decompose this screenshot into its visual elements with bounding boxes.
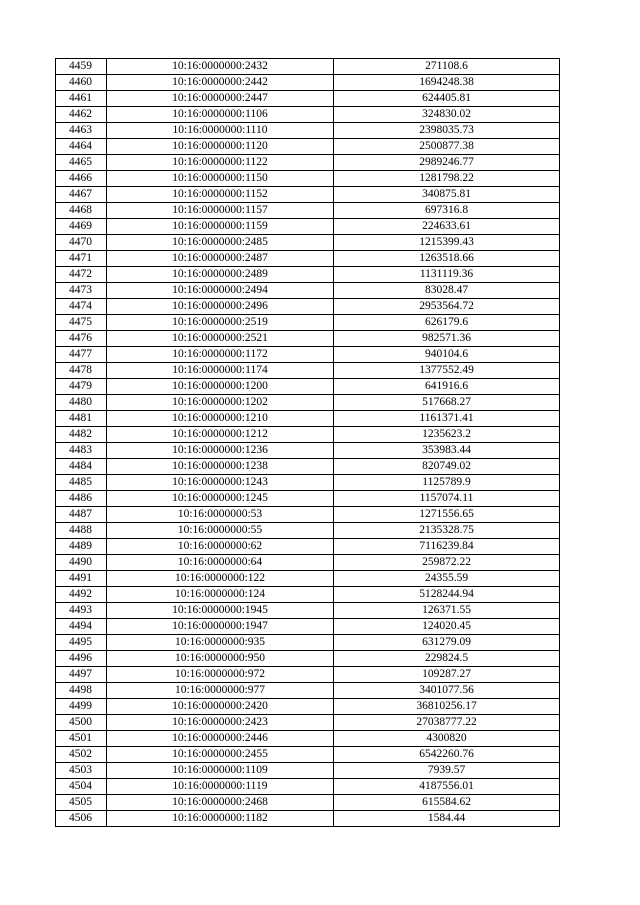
cadastral-number-cell: 10:16:0000000:2468: [107, 795, 334, 811]
row-number-cell: 4491: [56, 571, 107, 587]
cadastral-number-cell: 10:16:0000000:62: [107, 539, 334, 555]
value-cell: 631279.09: [334, 635, 560, 651]
table-row: [56, 747, 560, 763]
cadastral-number-cell: 10:16:0000000:55: [107, 523, 334, 539]
value-cell: 4187556.01: [334, 779, 560, 795]
cadastral-number-cell: 10:16:0000000:2487: [107, 251, 334, 267]
cadastral-number-cell: 10:16:0000000:2432: [107, 59, 334, 75]
value-cell: 1131119.36: [334, 267, 560, 283]
value-cell: 271108.6: [334, 59, 560, 75]
value-cell: 259872.22: [334, 555, 560, 571]
value-cell: 2500877.38: [334, 139, 560, 155]
value-cell: 2398035.73: [334, 123, 560, 139]
row-number-cell: 4469: [56, 219, 107, 235]
table-row: [56, 267, 560, 283]
value-cell: 1694248.38: [334, 75, 560, 91]
table-row: [56, 459, 560, 475]
cadastral-number-cell: 10:16:0000000:2446: [107, 731, 334, 747]
value-cell: 353983.44: [334, 443, 560, 459]
table-row: [56, 299, 560, 315]
row-number-cell: 4481: [56, 411, 107, 427]
row-number-cell: 4506: [56, 811, 107, 827]
table-row: [56, 379, 560, 395]
cadastral-number-cell: 10:16:0000000:53: [107, 507, 334, 523]
table-row: [56, 171, 560, 187]
value-cell: 2953564.72: [334, 299, 560, 315]
row-number-cell: 4471: [56, 251, 107, 267]
value-cell: 229824.5: [334, 651, 560, 667]
row-number-cell: 4485: [56, 475, 107, 491]
value-cell: 1281798.22: [334, 171, 560, 187]
table-row: [56, 283, 560, 299]
cadastral-number-cell: 10:16:0000000:1119: [107, 779, 334, 795]
table-row: [56, 507, 560, 523]
value-cell: 1263518.66: [334, 251, 560, 267]
cadastral-number-cell: 10:16:0000000:2455: [107, 747, 334, 763]
cadastral-number-cell: 10:16:0000000:1182: [107, 811, 334, 827]
cadastral-number-cell: 10:16:0000000:1157: [107, 203, 334, 219]
value-cell: 124020.45: [334, 619, 560, 635]
value-cell: 641916.6: [334, 379, 560, 395]
row-number-cell: 4460: [56, 75, 107, 91]
table-row: [56, 75, 560, 91]
cadastral-number-cell: 10:16:0000000:2447: [107, 91, 334, 107]
value-cell: 340875.81: [334, 187, 560, 203]
cadastral-value-table: [55, 58, 560, 827]
value-cell: 27038777.22: [334, 715, 560, 731]
value-cell: 1161371.41: [334, 411, 560, 427]
cadastral-number-cell: 10:16:0000000:2521: [107, 331, 334, 347]
value-cell: 615584.62: [334, 795, 560, 811]
row-number-cell: 4470: [56, 235, 107, 251]
row-number-cell: 4490: [56, 555, 107, 571]
cadastral-number-cell: 10:16:0000000:1245: [107, 491, 334, 507]
table-row: [56, 763, 560, 779]
cadastral-number-cell: 10:16:0000000:1152: [107, 187, 334, 203]
value-cell: 1271556.65: [334, 507, 560, 523]
row-number-cell: 4496: [56, 651, 107, 667]
table-row: [56, 491, 560, 507]
row-number-cell: 4473: [56, 283, 107, 299]
cadastral-number-cell: 10:16:0000000:950: [107, 651, 334, 667]
table-row: [56, 475, 560, 491]
table-row: [56, 731, 560, 747]
cadastral-number-cell: 10:16:0000000:1236: [107, 443, 334, 459]
row-number-cell: 4486: [56, 491, 107, 507]
value-cell: 83028.47: [334, 283, 560, 299]
value-cell: 109287.27: [334, 667, 560, 683]
value-cell: 697316.8: [334, 203, 560, 219]
row-number-cell: 4477: [56, 347, 107, 363]
row-number-cell: 4498: [56, 683, 107, 699]
value-cell: 624405.81: [334, 91, 560, 107]
cadastral-number-cell: 10:16:0000000:1212: [107, 427, 334, 443]
table-row: [56, 539, 560, 555]
row-number-cell: 4495: [56, 635, 107, 651]
value-cell: 820749.02: [334, 459, 560, 475]
row-number-cell: 4472: [56, 267, 107, 283]
cadastral-number-cell: 10:16:0000000:1150: [107, 171, 334, 187]
table-row: [56, 155, 560, 171]
cadastral-number-cell: 10:16:0000000:1106: [107, 107, 334, 123]
table-row: [56, 123, 560, 139]
value-cell: 24355.59: [334, 571, 560, 587]
row-number-cell: 4463: [56, 123, 107, 139]
row-number-cell: 4482: [56, 427, 107, 443]
row-number-cell: 4492: [56, 587, 107, 603]
value-cell: 1584.44: [334, 811, 560, 827]
value-cell: 324830.02: [334, 107, 560, 123]
cadastral-number-cell: 10:16:0000000:1945: [107, 603, 334, 619]
row-number-cell: 4504: [56, 779, 107, 795]
cadastral-number-cell: 10:16:0000000:1202: [107, 395, 334, 411]
cadastral-number-cell: 10:16:0000000:1210: [107, 411, 334, 427]
value-cell: 1215399.43: [334, 235, 560, 251]
cadastral-number-cell: 10:16:0000000:1174: [107, 363, 334, 379]
table-row: [56, 635, 560, 651]
row-number-cell: 4501: [56, 731, 107, 747]
cadastral-number-cell: 10:16:0000000:1243: [107, 475, 334, 491]
table-row: [56, 603, 560, 619]
row-number-cell: 4478: [56, 363, 107, 379]
row-number-cell: 4466: [56, 171, 107, 187]
table-row: [56, 715, 560, 731]
table-row: [56, 331, 560, 347]
table-row: [56, 187, 560, 203]
table-row: [56, 363, 560, 379]
cadastral-number-cell: 10:16:0000000:64: [107, 555, 334, 571]
row-number-cell: 4464: [56, 139, 107, 155]
table-row: [56, 699, 560, 715]
value-cell: 4300820: [334, 731, 560, 747]
row-number-cell: 4465: [56, 155, 107, 171]
value-cell: 36810256.17: [334, 699, 560, 715]
value-cell: 626179.6: [334, 315, 560, 331]
row-number-cell: 4474: [56, 299, 107, 315]
value-cell: 2135328.75: [334, 523, 560, 539]
table-row: [56, 91, 560, 107]
cadastral-number-cell: 10:16:0000000:1238: [107, 459, 334, 475]
row-number-cell: 4461: [56, 91, 107, 107]
table-row: [56, 107, 560, 123]
cadastral-number-cell: 10:16:0000000:2423: [107, 715, 334, 731]
cadastral-number-cell: 10:16:0000000:2489: [107, 267, 334, 283]
cadastral-number-cell: 10:16:0000000:2494: [107, 283, 334, 299]
row-number-cell: 4499: [56, 699, 107, 715]
value-cell: 1125789.9: [334, 475, 560, 491]
table-row: [56, 395, 560, 411]
table-row: [56, 251, 560, 267]
cadastral-number-cell: 10:16:0000000:2420: [107, 699, 334, 715]
row-number-cell: 4493: [56, 603, 107, 619]
value-cell: 7116239.84: [334, 539, 560, 555]
table-row: [56, 795, 560, 811]
table-row: [56, 203, 560, 219]
value-cell: 1235623.2: [334, 427, 560, 443]
cadastral-number-cell: 10:16:0000000:1120: [107, 139, 334, 155]
table-row: [56, 619, 560, 635]
row-number-cell: 4505: [56, 795, 107, 811]
table-row: [56, 235, 560, 251]
cadastral-number-cell: 10:16:0000000:2485: [107, 235, 334, 251]
row-number-cell: 4488: [56, 523, 107, 539]
table-row: [56, 139, 560, 155]
value-cell: 7939.57: [334, 763, 560, 779]
value-cell: 940104.6: [334, 347, 560, 363]
table-row: [56, 315, 560, 331]
cadastral-number-cell: 10:16:0000000:1947: [107, 619, 334, 635]
value-cell: 5128244.94: [334, 587, 560, 603]
cadastral-number-cell: 10:16:0000000:1122: [107, 155, 334, 171]
cadastral-number-cell: 10:16:0000000:1110: [107, 123, 334, 139]
value-cell: 1157074.11: [334, 491, 560, 507]
row-number-cell: 4459: [56, 59, 107, 75]
row-number-cell: 4494: [56, 619, 107, 635]
value-cell: 517668.27: [334, 395, 560, 411]
row-number-cell: 4468: [56, 203, 107, 219]
table-row: [56, 523, 560, 539]
cadastral-number-cell: 10:16:0000000:1172: [107, 347, 334, 363]
row-number-cell: 4489: [56, 539, 107, 555]
cadastral-number-cell: 10:16:0000000:124: [107, 587, 334, 603]
cadastral-number-cell: 10:16:0000000:2519: [107, 315, 334, 331]
table-row: [56, 59, 560, 75]
table-row: [56, 779, 560, 795]
value-cell: 126371.55: [334, 603, 560, 619]
row-number-cell: 4475: [56, 315, 107, 331]
value-cell: 6542260.76: [334, 747, 560, 763]
row-number-cell: 4484: [56, 459, 107, 475]
cadastral-number-cell: 10:16:0000000:935: [107, 635, 334, 651]
value-cell: 2989246.77: [334, 155, 560, 171]
cadastral-number-cell: 10:16:0000000:1200: [107, 379, 334, 395]
value-cell: 982571.36: [334, 331, 560, 347]
cadastral-number-cell: 10:16:0000000:1109: [107, 763, 334, 779]
cadastral-number-cell: 10:16:0000000:122: [107, 571, 334, 587]
cadastral-number-cell: 10:16:0000000:2442: [107, 75, 334, 91]
row-number-cell: 4500: [56, 715, 107, 731]
table-row: [56, 587, 560, 603]
row-number-cell: 4487: [56, 507, 107, 523]
cadastral-number-cell: 10:16:0000000:977: [107, 683, 334, 699]
cadastral-number-cell: 10:16:0000000:972: [107, 667, 334, 683]
row-number-cell: 4497: [56, 667, 107, 683]
table-row: [56, 683, 560, 699]
value-cell: 1377552.49: [334, 363, 560, 379]
table-row: [56, 651, 560, 667]
table-row: [56, 347, 560, 363]
row-number-cell: 4467: [56, 187, 107, 203]
row-number-cell: 4502: [56, 747, 107, 763]
row-number-cell: 4503: [56, 763, 107, 779]
cadastral-number-cell: 10:16:0000000:1159: [107, 219, 334, 235]
table-row: [56, 411, 560, 427]
table-row: [56, 571, 560, 587]
row-number-cell: 4476: [56, 331, 107, 347]
table-row: [56, 667, 560, 683]
table-row: [56, 427, 560, 443]
cadastral-number-cell: 10:16:0000000:2496: [107, 299, 334, 315]
table-row: [56, 555, 560, 571]
table-row: [56, 443, 560, 459]
row-number-cell: 4462: [56, 107, 107, 123]
row-number-cell: 4480: [56, 395, 107, 411]
row-number-cell: 4483: [56, 443, 107, 459]
table-row: [56, 219, 560, 235]
table-body: [56, 59, 560, 827]
row-number-cell: 4479: [56, 379, 107, 395]
table-row: [56, 811, 560, 827]
value-cell: 224633.61: [334, 219, 560, 235]
value-cell: 3401077.56: [334, 683, 560, 699]
